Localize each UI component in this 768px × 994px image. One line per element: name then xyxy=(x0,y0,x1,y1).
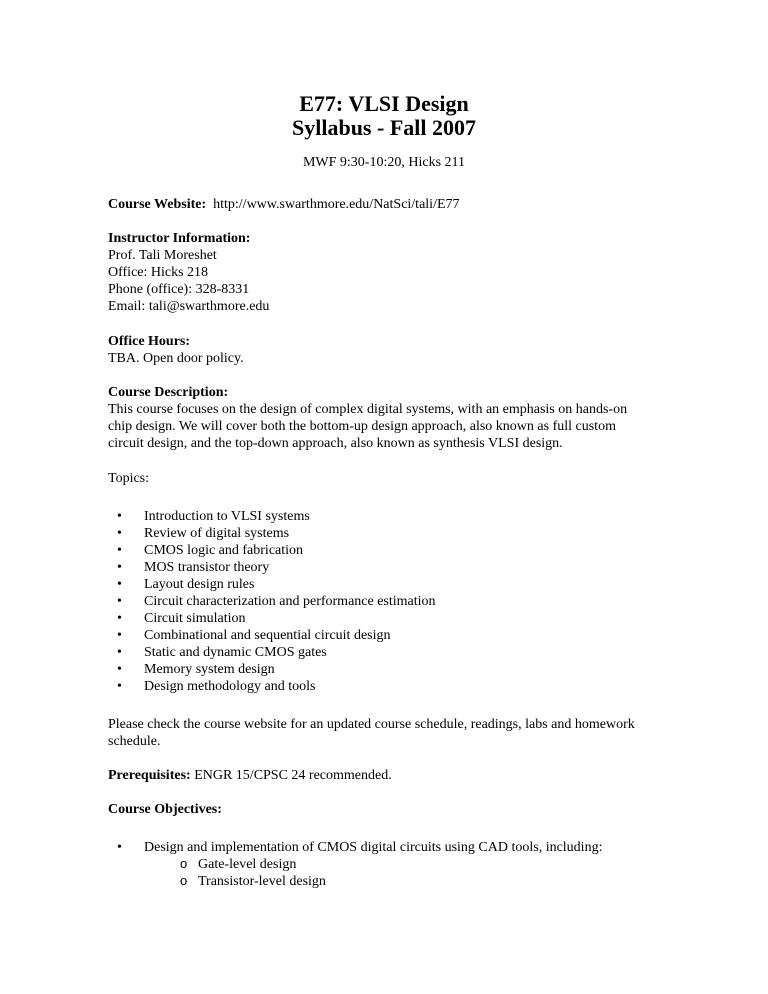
website-note-line-2: schedule. xyxy=(108,734,161,749)
instructor-info xyxy=(108,230,708,315)
prerequisites-label: Prerequisites: xyxy=(108,768,191,783)
bullet-icon: • xyxy=(117,628,122,643)
office-hours-text: TBA. Open door policy. xyxy=(108,351,244,366)
objectives-list xyxy=(117,839,717,856)
list-item: • Introduction to VLSI systems xyxy=(117,509,310,524)
class-schedule: MWF 9:30-10:20, Hicks 211 xyxy=(302,155,466,170)
list-item: • MOS transistor theory xyxy=(117,560,270,575)
prerequisites-text: ENGR 15/CPSC 24 recommended. xyxy=(194,768,392,783)
instructor-name: Prof. Tali Moreshet xyxy=(108,248,217,263)
list-item: o Gate-level design xyxy=(180,856,297,872)
sub-bullet-icon: o xyxy=(180,873,188,888)
bullet-icon: • xyxy=(117,577,122,592)
list-item: • Circuit characterization and performance estimation xyxy=(117,594,436,609)
bullet-icon: • xyxy=(117,662,122,677)
list-item: • Design methodology and tools xyxy=(117,679,316,694)
office-hours-heading: Office Hours: xyxy=(108,334,191,349)
objectives-heading: Course Objectives: xyxy=(108,802,222,817)
bullet-icon: • xyxy=(117,611,122,626)
objectives-sublist xyxy=(180,856,768,890)
instructor-office: Office: Hicks 218 xyxy=(108,265,209,280)
list-item: • Static and dynamic CMOS gates xyxy=(117,645,327,660)
sub-bullet-icon: o xyxy=(180,856,188,871)
bullet-icon: • xyxy=(117,509,122,524)
course-website-label: Course Website: xyxy=(108,197,207,212)
description-heading: Course Description: xyxy=(108,385,229,400)
instructor-heading: Instructor Information: xyxy=(108,231,251,246)
bullet-icon: • xyxy=(117,560,122,575)
list-item: • Review of digital systems xyxy=(117,526,290,541)
list-item: o Transistor-level design xyxy=(180,873,326,889)
description-line-1: This course focuses on the design of complex digital systems, with an emphasis on hands-on xyxy=(108,402,628,417)
website-note xyxy=(108,716,708,750)
bullet-icon: • xyxy=(117,840,122,855)
bullet-icon: • xyxy=(117,543,122,558)
office-hours xyxy=(108,333,708,367)
document-title xyxy=(0,92,768,140)
list-item: • Combinational and sequential circuit design xyxy=(117,628,391,643)
topics-label: Topics: xyxy=(108,471,150,486)
list-item: • Circuit simulation xyxy=(117,611,246,626)
list-item: • CMOS logic and fabrication xyxy=(117,543,304,558)
syllabus-title: Syllabus - Fall 2007 xyxy=(292,115,476,140)
course-website-url[interactable]: http://www.swarthmore.edu/NatSci/tali/E77 xyxy=(213,197,460,212)
instructor-phone: Phone (office): 328-8331 xyxy=(108,282,250,297)
bullet-icon: • xyxy=(117,679,122,694)
list-item: • Memory system design xyxy=(117,662,275,677)
course-website xyxy=(108,196,708,213)
description-line-3: circuit design, and the top-down approach, also known as synthesis VLSI design. xyxy=(108,436,563,451)
prerequisites xyxy=(108,767,708,784)
bullet-icon: • xyxy=(117,594,122,609)
course-description xyxy=(108,384,708,452)
bullet-icon: • xyxy=(117,526,122,541)
website-note-line-1: Please check the course website for an updated course schedule, readings, labs and homework xyxy=(108,717,635,732)
list-item: • Design and implementation of CMOS digital circuits using CAD tools, including: xyxy=(117,840,603,855)
topics-list xyxy=(117,508,717,695)
instructor-email: Email: tali@swarthmore.edu xyxy=(108,299,270,314)
list-item: • Layout design rules xyxy=(117,577,255,592)
description-line-2: chip design. We will cover both the bottom-up design approach, also known as full custom xyxy=(108,419,616,434)
course-title: E77: VLSI Design xyxy=(299,91,469,116)
bullet-icon: • xyxy=(117,645,122,660)
